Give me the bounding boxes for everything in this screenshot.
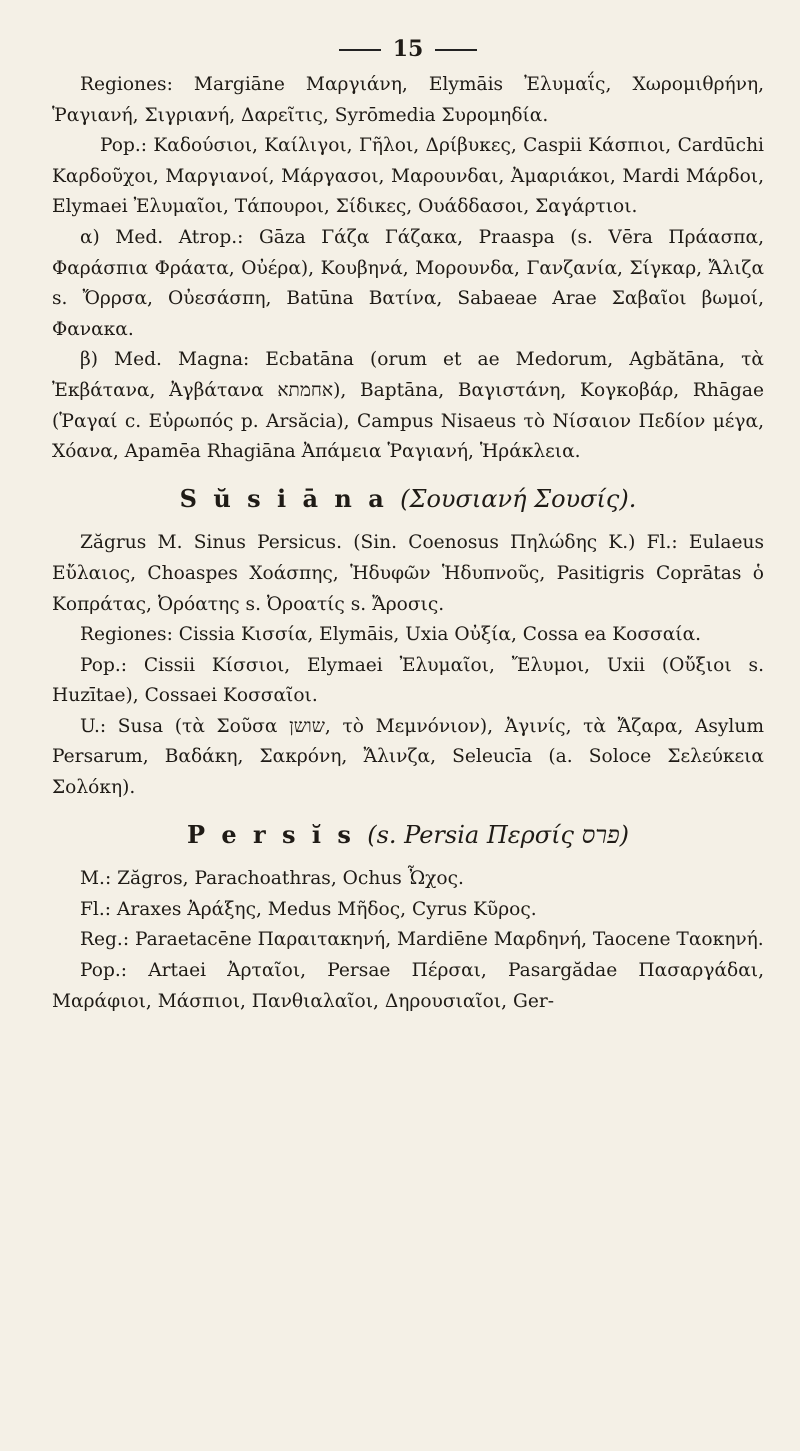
paragraph-susiana-urbes: U.: Susa (τὰ Σοῦσα שושן, τὸ Μεμνόνιον), Ἀγινίς, τὰ Ἄζαρα, Asylum Persarum, Βαδάκη, Σακρόνη, Ἄλινζα, Seleucīa (a. Soloce Σελεύκεια Σολόκη). (52, 715, 764, 799)
heading-persis-latin: P e r s ĭ s (186, 819, 355, 849)
paragraph-persis-flumina: Fl.: Araxes Ἀράξης, Medus Μῆδος, Cyrus Κῦρος. (80, 898, 537, 920)
paragraph-media-magna: β) Med. Magna: Ecbatāna (orum et ae Medorum, Agbătāna, τὰ Ἐκβάτανα, Ἀγβάτανα אחמתא), Baptāna, Βαγιστάνη, Κογκοβάρ, Rhāgae (Ῥαγαί c. Εὐρωπός p. Arsăcia), Campus Nisaeus τὸ Νίσαιον Πεδίον μέγα, Χόανα, Apamēa Rhagiāna Ἀπάμεια Ῥαγιανή, Ἡράκλεια. (52, 349, 764, 463)
heading-persis-greek: (s. Persia Περσίς פרס) (367, 820, 630, 849)
paragraph-populi-media: Pop.: Καδούσιοι, Καίλιγοι, Γῆλοι, Δρίβυκες, Caspii Κάσπιοι, Cardūchi Καρδοῦχοι, Μαργιανοί, Μάργασοι, Μαρουνδαι, Ἀμαριάκοι, Mardi Μάρδοι, Elymaei Ἐλυμαῖοι, Τάπουροι, Σίδικες, Ουάδδασοι, Σαγάρτιοι. (52, 135, 764, 218)
paragraph-susiana-regiones: Regiones: Cissia Κισσία, Elymāis, Uxia Οὐξία, Cossa ea Κοσσαία. (80, 624, 702, 646)
heading-susiana-latin: S ŭ s i ā n a (179, 483, 388, 513)
folio-text: 15 (392, 36, 424, 62)
heading-persis (52, 820, 764, 851)
text-body (52, 70, 764, 1017)
page-number (52, 36, 764, 62)
paragraph-persis-montes: M.: Zăgros, Parachoathras, Ochus Ὦχος. (80, 868, 464, 890)
paragraph-media-atropatene: α) Med. Atrop.: Gāza Γάζα Γάζακα, Praaspa (s. Vēra Πράασπα, Φαράσπια Φράατα, Οὐέρα), Κουβηνά, Μορουνδα, Γανζανία, Σίγκαρ, Ἄλιζα s. Ὄρρσα, Οὐεσάσπη, Batūna Βατίνα, Sabaeae Arae Σαβαῖοι βωμοί, Φανακα. (52, 226, 764, 340)
heading-susiana (52, 484, 764, 515)
heading-susiana-greek: (Σουσιανή Σουσίς). (400, 484, 637, 513)
rule-right (435, 49, 477, 51)
paragraph-susiana-features: Zăgrus M. Sinus Persicus. (Sin. Coenosus Πηλώδης Κ.) Fl.: Eulaeus Εὔλαιος, Choaspes Χοάσπης, Ἡδυφῶν Ἡδυπνοῦς, Pasitigris Coprātas ὁ Κοπράτας, Ὀρόατης s. Ὀροατίς s. Ἄροσις. (52, 532, 764, 615)
paragraph-persis-populi: Pop.: Artaei Ἀρταῖοι, Persae Πέρσαι, Pasargădae Πασαργάδαι, Μαράφιοι, Μάσπιοι, Πανθιαλαῖοι, Δηρουσιαῖοι, Ger- (52, 960, 764, 1012)
paragraph-regiones-media: Regiones: Margiāne Μαργιάνη, Elymāis Ἐλυμαΐς, Χωρομιθρήνη, Ῥαγιανή, Σιγριανή, Δαρεῖτις, Syrōmedia Συρομηδία. (52, 74, 764, 126)
paragraph-persis-regiones: Reg.: Paraetacēne Παραιτακηνή, Mardiēne Μαρδηνή, Taocene Ταοκηνή. (80, 929, 764, 951)
paragraph-susiana-populi: Pop.: Cissii Κίσσιοι, Elymaei Ἐλυμαῖοι, Ἔλυμοι, Uxii (Οὔξιοι s. Huzītae), Cossaei Κοσσαῖοι. (52, 654, 764, 707)
rule-left (339, 49, 381, 51)
